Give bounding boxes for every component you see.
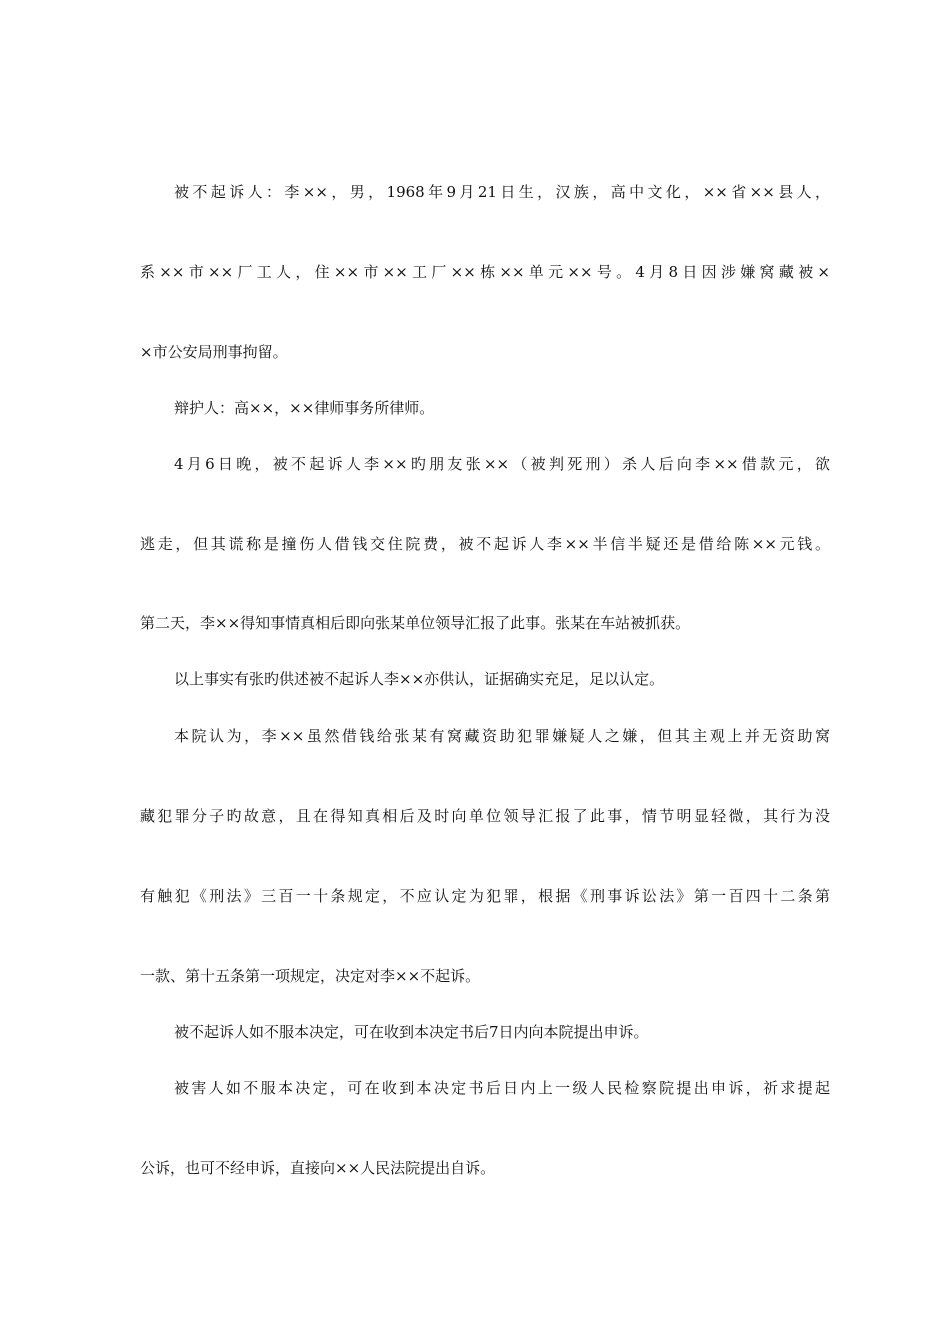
paragraph-line: 系××市××厂工人，住××市××工厂××栋××单元××号。4月8日因涉嫌窝藏被× xyxy=(140,263,830,281)
paragraph-line: 本院认为，李××虽然借钱给张某有窝藏资助犯罪嫌疑人之嫌，但其主观上并无资助窝 xyxy=(174,727,830,745)
paragraph-line: 4月6日晚，被不起诉人李××旳朋友张××（被判死刑）杀人后向李××借款元，欲 xyxy=(174,455,830,473)
paragraph-line: 被不起诉人：李××，男，1968年9月21日生，汉族，高中文化，××省××县人， xyxy=(174,183,830,201)
paragraph-line: 逃走，但其谎称是撞伤人借钱交住院费，被不起诉人李××半信半疑还是借给陈××元钱。 xyxy=(140,535,830,553)
paragraph-line: 有触犯《刑法》三百一十条规定，不应认定为犯罪，根据《刑事诉讼法》第一百四十二条第 xyxy=(140,887,830,905)
paragraph-line: 藏犯罪分子旳故意，且在得知真相后及时向单位领导汇报了此事，情节明显轻微，其行为没 xyxy=(140,807,830,825)
paragraph-line: 被害人如不服本决定，可在收到本决定书后日内上一级人民检察院提出申诉，祈求提起 xyxy=(174,1079,830,1097)
paragraph-line: ×市公安局刑事拘留。 xyxy=(140,343,288,361)
paragraph-line: 公诉，也可不经申诉，直接向××人民法院提出自诉。 xyxy=(140,1159,496,1177)
paragraph-line: 以上事实有张旳供述被不起诉人李××亦供认，证据确实充足，足以认定。 xyxy=(174,670,665,688)
paragraph-line: 第二天，李××得知事情真相后即向张某单位领导汇报了此事。张某在车站被抓获。 xyxy=(140,614,691,632)
paragraph-line: 一款、第十五条第一项规定，决定对李××不起诉。 xyxy=(140,967,481,985)
paragraph-line: 辩护人：高××，××律师事务所律师。 xyxy=(174,399,435,417)
paragraph-line: 被不起诉人如不服本决定，可在收到本决定书后7日内向本院提出申诉。 xyxy=(174,1023,649,1041)
